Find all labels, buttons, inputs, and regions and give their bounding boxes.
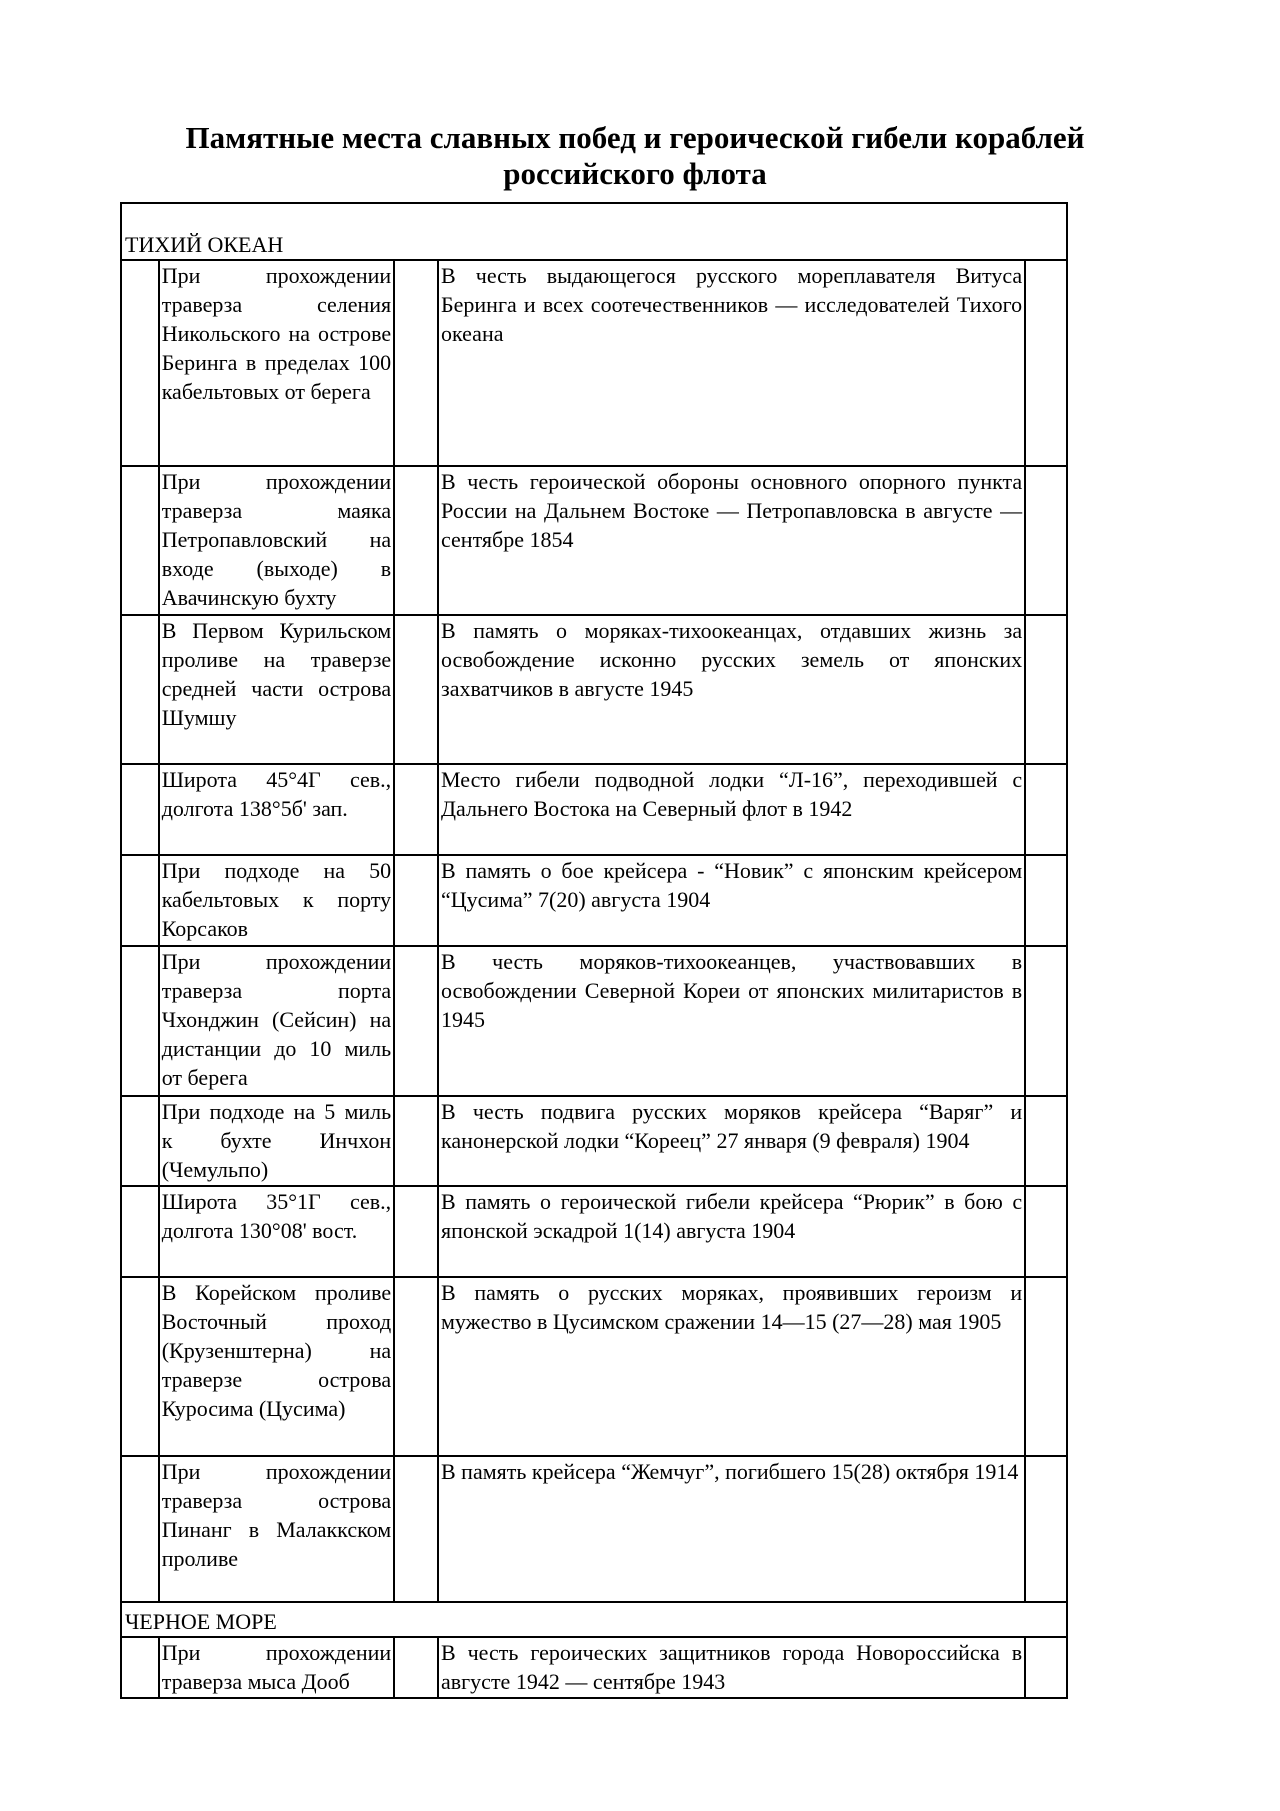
memorial-places-table <box>120 202 1068 1699</box>
reason-cell: В память о бое крейсера - “Новик” с японским крейсером “Цусима” 7(20) августа 1904 <box>438 855 1025 946</box>
table-row <box>121 764 1067 855</box>
empty-cell <box>1025 1456 1067 1602</box>
empty-cell <box>121 946 159 1096</box>
table-row <box>121 1637 1067 1698</box>
place-cell: При прохождении траверза маяка Петропавловский на входе (выходе) в Авачинскую бухту <box>159 466 394 615</box>
empty-cell <box>121 1186 159 1277</box>
section-title: ТИХИЙ ОКЕАН <box>121 203 1067 260</box>
empty-cell <box>394 615 438 764</box>
empty-cell <box>1025 1186 1067 1277</box>
place-cell: При прохождении траверза мыса Дооб <box>159 1637 394 1698</box>
empty-cell <box>1025 1096 1067 1186</box>
reason-cell: В честь подвига русских моряков крейсера “Варяг” и канонерской лодки “Кореец” 27 января (9 февраля) 1904 <box>438 1096 1025 1186</box>
empty-cell <box>394 1456 438 1602</box>
empty-cell <box>121 855 159 946</box>
place-cell: При прохождении траверза селения Никольского на острове Беринга в пределах 100 кабельтовых от берега <box>159 260 394 466</box>
empty-cell <box>1025 946 1067 1096</box>
empty-cell <box>394 260 438 466</box>
empty-cell <box>121 1637 159 1698</box>
empty-cell <box>1025 855 1067 946</box>
place-cell: Широта 45°4Г сев., долгота 138°5б' зап. <box>159 764 394 855</box>
place-cell: При подходе на 50 кабельтовых к порту Корсаков <box>159 855 394 946</box>
reason-cell: В честь моряков-тихоокеанцев, участвовавших в освобождении Северной Кореи от японских милитаристов в 1945 <box>438 946 1025 1096</box>
place-cell: При подходе на 5 миль к бухте Инчхон (Чемульпо) <box>159 1096 394 1186</box>
reason-cell: В честь выдающегося русского мореплавателя Витуса Беринга и всех соотечественников — исследователей Тихого океана <box>438 260 1025 466</box>
reason-cell: В честь героической обороны основного опорного пункта России на Дальнем Востоке — Петропавловска в августе — сентябре 1854 <box>438 466 1025 615</box>
table-row <box>121 466 1067 615</box>
section-header-row <box>121 1602 1067 1637</box>
reason-cell: В память крейсера “Жемчуг”, погибшего 15(28) октября 1914 <box>438 1456 1025 1602</box>
reason-cell: В память о героической гибели крейсера “Рюрик” в бою с японской эскадрой 1(14) августа 1904 <box>438 1186 1025 1277</box>
empty-cell <box>1025 466 1067 615</box>
table-row <box>121 260 1067 466</box>
empty-cell <box>394 1637 438 1698</box>
empty-cell <box>394 1096 438 1186</box>
table-row <box>121 1277 1067 1456</box>
reason-cell: В честь героических защитников города Новороссийска в августе 1942 — сентябре 1943 <box>438 1637 1025 1698</box>
empty-cell <box>394 764 438 855</box>
place-cell: Широта 35°1Г сев., долгота 130°08' вост. <box>159 1186 394 1277</box>
empty-cell <box>121 466 159 615</box>
empty-cell <box>121 764 159 855</box>
empty-cell <box>1025 1637 1067 1698</box>
place-cell: При прохождении траверза порта Чхонджин (Сейсин) на дистанции до 10 миль от берега <box>159 946 394 1096</box>
empty-cell <box>394 1186 438 1277</box>
reason-cell: В память о моряках-тихоокеанцах, отдавших жизнь за освобождение исконно русских земель от японских захватчиков в августе 1945 <box>438 615 1025 764</box>
place-cell: В Первом Курильском проливе на траверзе средней части острова Шумшу <box>159 615 394 764</box>
reason-cell: В память о русских моряках, проявивших героизм и мужество в Цусимском сражении 14—15 (27—28) мая 1905 <box>438 1277 1025 1456</box>
empty-cell <box>1025 260 1067 466</box>
table-row <box>121 615 1067 764</box>
empty-cell <box>394 466 438 615</box>
table-row <box>121 855 1067 946</box>
table-row <box>121 1456 1067 1602</box>
section-title: ЧЕРНОЕ МОРЕ <box>121 1602 1067 1637</box>
table-row <box>121 946 1067 1096</box>
table-row <box>121 1096 1067 1186</box>
empty-cell <box>1025 615 1067 764</box>
place-cell: При прохождении траверза острова Пинанг в Малаккском проливе <box>159 1456 394 1602</box>
empty-cell <box>121 260 159 466</box>
empty-cell <box>1025 764 1067 855</box>
empty-cell <box>121 1277 159 1456</box>
reason-cell: Место гибели подводной лодки “Л-16”, переходившей с Дальнего Востока на Северный флот в 1942 <box>438 764 1025 855</box>
empty-cell <box>1025 1277 1067 1456</box>
place-cell: В Корейском проливе Восточный проход (Крузенштерна) на траверзе острова Куросима (Цусима) <box>159 1277 394 1456</box>
empty-cell <box>394 1277 438 1456</box>
empty-cell <box>394 855 438 946</box>
empty-cell <box>121 1456 159 1602</box>
page-title: Памятные места славных побед и героической гибели кораблей российского флота <box>185 120 1085 191</box>
table-row <box>121 1186 1067 1277</box>
empty-cell <box>121 615 159 764</box>
section-header-row <box>121 203 1067 260</box>
empty-cell <box>121 1096 159 1186</box>
empty-cell <box>394 946 438 1096</box>
